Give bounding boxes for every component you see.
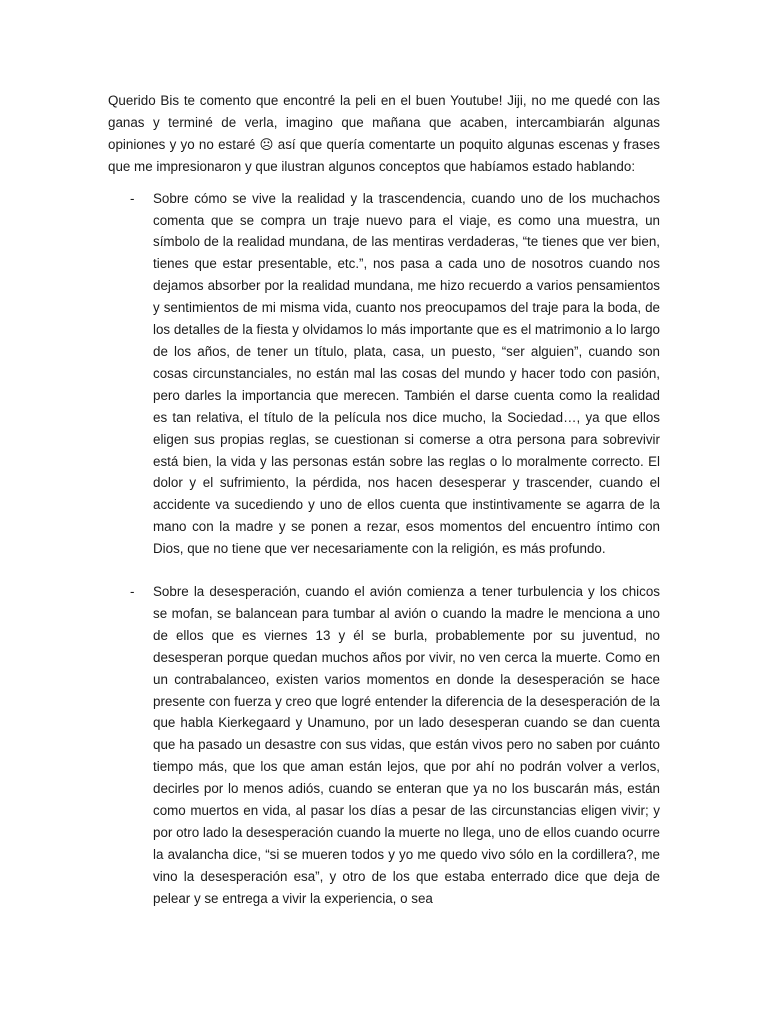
list-item (108, 188, 660, 560)
intro-paragraph: Querido Bis te comento que encontré la peli en el buen Youtube! Jiji, no me quedé con las ganas y terminé de verla, imagino que mañana que acaben, intercambiarán algunas opiniones y yo no estaré ☹ así que quería comentarte un poquito algunas escenas y frases que me impresionaron y que ilustran algunos conceptos que habíamos estado hablando: (108, 93, 660, 174)
bullet-dash: - (130, 584, 135, 600)
bullet-list (108, 188, 660, 910)
bullet-dash: - (130, 190, 135, 206)
list-item (108, 581, 660, 910)
bullet-text: Sobre la desesperación, cuando el avión comienza a tener turbulencia y los chicos se mofan, se balancean para tumbar al avión o cuando la madre le menciona a uno de ellos que es viernes 13 y él se burla, probablemente por su juventud, no desesperan porque quedan muchos años por vivir, no ven cerca la muerte. Como en un contrabalanceo, existen varios momentos en donde la desesperación se hace presente con fuerza y creo que logré entender la diferencia de la desesperación de la que habla Kierkegaard y Unamuno, por un lado desesperan cuando se dan cuenta que ha pasado un desastre con sus vidas, que están vivos pero no saben por cuánto tiempo más, que los que aman están lejos, que por ahí no podrán volver a verlos, decirles por lo menos adiós, cuando se enteran que ya no los buscarán más, están como muertos en vida, al pasar los días a pesar de las circunstancias eligen vivir; y por otro lado la desesperación cuando la muerte no llega, uno de ellos cuando ocurre la avalancha dice, “si se mueren todos y yo me quedo vivo sólo en la cordillera?, me vino la desesperación esa”, y otro de los que estaba enterrado dice que deja de pelear y se entrega a vivir la experiencia, o sea (153, 584, 660, 906)
bullet-text: Sobre cómo se vive la realidad y la trascendencia, cuando uno de los muchachos comenta que se compra un traje nuevo para el viaje, es como una muestra, un símbolo de la realidad mundana, de las mentiras verdaderas, “te tienes que ver bien, tienes que estar presentable, etc.”, nos pasa a cada uno de nosotros cuando nos dejamos absorber por la realidad mundana, me hizo recuerdo a varios pensamientos y sentimientos de mi misma vida, cuanto nos preocupamos del traje para la boda, de los detalles de la fiesta y olvidamos lo más importante que es el matrimonio a lo largo de los años, de tener un título, plata, casa, un puesto, “ser alguien”, cuando son cosas circunstanciales, no están mal las cosas del mundo y hacer todo con pasión, pero darles la importancia que merecen. También el darse cuenta como la realidad es tan relativa, el título de la película nos dice mucho, la Sociedad…, ya que ellos eligen sus propias reglas, se cuestionan si comerse a otra persona para sobrevivir está bien, la vida y las personas están sobre las reglas o lo moralmente correcto. El dolor y el sufrimiento, la pérdida, nos hacen desesperar y trascender, cuando el accidente va sucediendo y uno de ellos cuenta que instintivamente se agarra de la mano con la madre y se ponen a rezar, esos momentos del encuentro íntimo con Dios, que no tiene que ver necesariamente con la religión, es más profundo. (153, 190, 660, 557)
